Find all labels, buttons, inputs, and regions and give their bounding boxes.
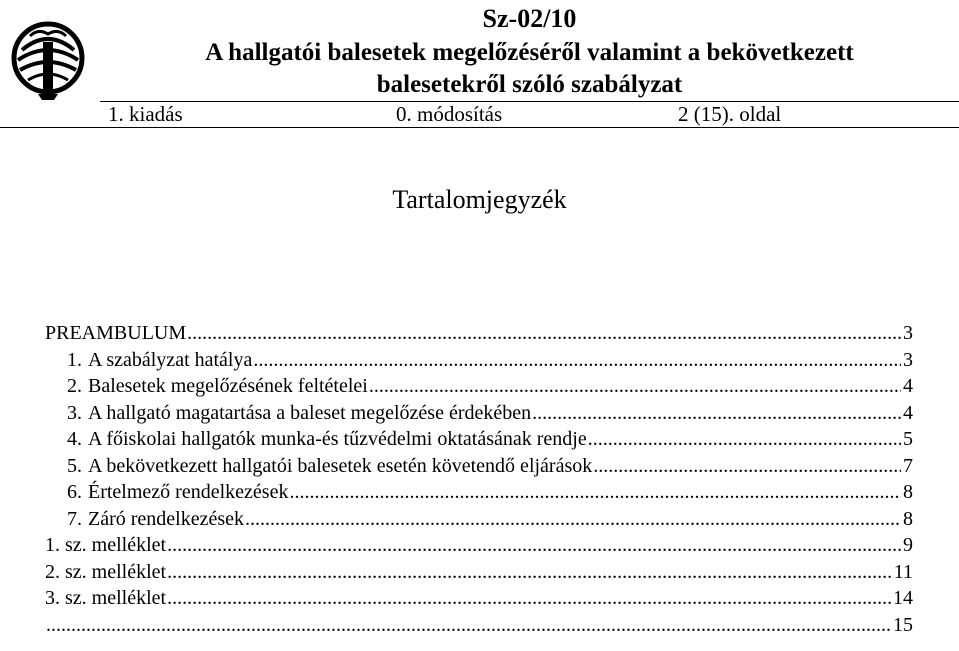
toc-entry-title: 1. sz. melléklet <box>45 534 167 556</box>
toc-heading: Tartalomjegyzék <box>392 185 567 214</box>
toc-entry-number: 6. <box>67 481 82 503</box>
edition-label: 1. kiadás <box>108 102 183 126</box>
document-title-line1: A hallgatói balesetek megelőzéséről valamint a bekövetkezett <box>205 39 854 66</box>
document-code: Sz-02/10 <box>482 4 577 33</box>
toc-entry-page: 14 <box>893 587 913 609</box>
toc-dot-leader <box>187 320 901 346</box>
toc-entry-page: 3 <box>903 348 913 371</box>
toc-entry-title: 2. sz. melléklet <box>45 560 167 583</box>
toc-dot-leader <box>46 612 891 638</box>
toc-dot-leader <box>167 532 901 558</box>
toc-entry-page: 8 <box>903 507 913 530</box>
toc-entry-annex-2[interactable] <box>45 559 913 586</box>
toc-dot-leader <box>369 373 901 399</box>
toc-entry-title: A főiskolai hallgatók munka-és tűzvédelmi oktatásának rendje <box>88 428 587 450</box>
page-indicator: 2 (15). oldal <box>678 102 782 126</box>
toc-entry-page: 9 <box>903 534 913 556</box>
toc-entry-number: 2. <box>67 375 82 397</box>
toc-entry-page: 5 <box>903 428 913 450</box>
toc-dot-leader <box>289 479 901 505</box>
toc-dot-leader <box>167 559 892 585</box>
toc-entry-number: 4. <box>67 428 82 450</box>
toc-entry-title: Záró rendelkezések <box>88 507 245 530</box>
toc-entry-title: Értelmező rendelkezések <box>88 481 289 503</box>
toc-entry-annex-1[interactable] <box>45 532 913 559</box>
toc-entry-7[interactable] <box>45 506 913 533</box>
toc-entry-4[interactable] <box>45 426 913 453</box>
toc-dot-leader <box>245 506 901 532</box>
toc-entry-title: Balesetek megelőzésének feltételei <box>88 375 368 397</box>
toc-dot-leader <box>593 453 901 479</box>
toc-entry-last[interactable] <box>45 612 913 639</box>
toc-entry-5[interactable] <box>45 453 913 480</box>
toc-entry-page: 11 <box>893 560 913 583</box>
toc-entry-number: 7. <box>67 507 82 530</box>
institution-logo-icon <box>8 20 90 106</box>
toc-entry-number: 3. <box>67 401 82 424</box>
table-of-contents <box>45 320 913 638</box>
toc-entry-page: 7 <box>903 454 913 477</box>
toc-dot-leader <box>253 347 901 373</box>
toc-entry-6[interactable] <box>45 479 913 506</box>
toc-entry-title: 3. sz. melléklet <box>45 587 167 609</box>
toc-entry-page: 8 <box>903 481 913 503</box>
toc-entry-3[interactable] <box>45 400 913 427</box>
revision-label: 0. módosítás <box>396 102 503 126</box>
toc-entry-page: 4 <box>903 401 913 424</box>
toc-entry-page: 3 <box>903 322 913 344</box>
toc-entry-title: A bekövetkezett hallgatói balesetek esetén követendő eljárások <box>88 454 593 477</box>
toc-entry-title: A szabályzat hatálya <box>88 348 253 371</box>
header-divider-bottom <box>0 127 959 128</box>
toc-entry-number: 5. <box>67 454 82 477</box>
toc-entry-preambulum[interactable] <box>45 320 913 347</box>
toc-dot-leader <box>532 400 901 426</box>
toc-entry-1[interactable] <box>45 347 913 374</box>
toc-entry-number: 1. <box>67 348 82 371</box>
toc-entry-title: A hallgató magatartása a baleset megelőzése érdekében <box>88 401 532 424</box>
toc-entry-page: 4 <box>903 375 913 397</box>
toc-dot-leader <box>588 426 901 452</box>
toc-dot-leader <box>167 585 891 611</box>
toc-entry-title: PREAMBULUM <box>45 322 187 344</box>
toc-entry-page: 15 <box>893 613 913 636</box>
toc-entry-annex-3[interactable] <box>45 585 913 612</box>
document-title-line2: balesetekről szóló szabályzat <box>376 71 683 98</box>
toc-entry-2[interactable] <box>45 373 913 400</box>
